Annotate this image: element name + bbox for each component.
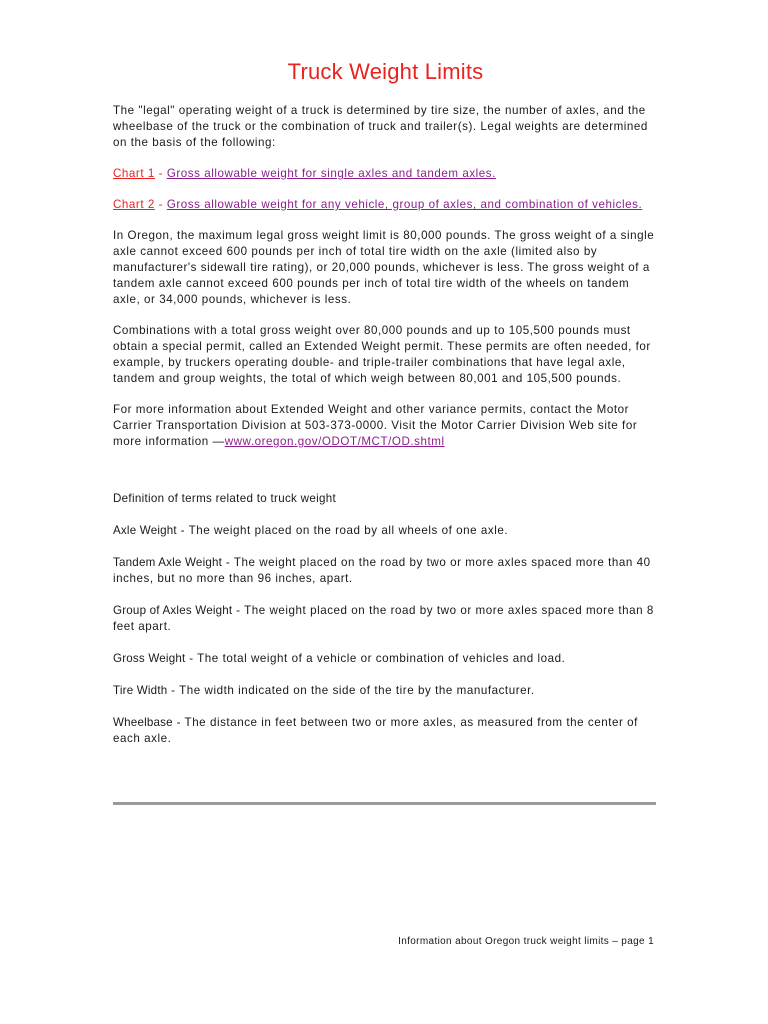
definition-group-of-axles-weight xyxy=(113,603,658,635)
chart-2-separator: - xyxy=(154,198,167,211)
term-definition: - The weight placed on the road by two or more axles spaced more than 40 inches, but no more than 96 inches, apart. xyxy=(113,556,651,585)
definition-axle-weight xyxy=(113,523,658,539)
chart-2-line xyxy=(113,197,658,213)
intro-paragraph: The "legal" operating weight of a truck is determined by tire size, the number of axles, and the wheelbase of the truck or the combination of truck and trailer(s). Legal weights are determined on the basis of the following: xyxy=(113,104,648,149)
chart-1-description-link[interactable]: Gross allowable weight for single axles and tandem axles. xyxy=(166,167,496,180)
horizontal-divider xyxy=(113,802,656,805)
term-label: Tire Width xyxy=(113,684,168,697)
term-label: Axle Weight xyxy=(113,524,177,537)
term-label: Wheelbase xyxy=(113,716,173,729)
chart-1-separator: - xyxy=(154,167,167,180)
chart-1-link[interactable]: Chart 1 xyxy=(113,167,155,180)
chart-1-line xyxy=(113,166,658,182)
oregon-limits-paragraph: In Oregon, the maximum legal gross weight limit is 80,000 pounds. The gross weight of a single axle cannot exceed 600 pounds per inch of total tire width on the axle (limited also by manufacturer's sidewall tire rating), or 20,000 pounds, whichever is less. The gross weight of a tandem axle cannot exceed 600 pounds per inch of total tire width of the wheels on tandem axle, or 34,000 pounds, whichever is less. xyxy=(113,229,655,306)
term-definition: - The weight placed on the road by all wheels of one axle. xyxy=(176,524,509,537)
definitions-heading: Definition of terms related to truck weight xyxy=(113,492,336,505)
term-definition: - The distance in feet between two or more axles, as measured from the center of each axle. xyxy=(113,716,638,745)
chart-2-link[interactable]: Chart 2 xyxy=(113,198,155,211)
term-label: Tandem Axle Weight xyxy=(113,556,223,569)
definition-tandem-axle-weight xyxy=(113,555,658,587)
term-label: Gross Weight xyxy=(113,652,186,665)
definition-gross-weight xyxy=(113,651,658,667)
odot-website-link[interactable]: www.oregon.gov/ODOT/MCT/OD.shtml xyxy=(224,435,445,448)
document-page xyxy=(113,58,658,763)
term-definition: - The width indicated on the side of the tire by the manufacturer. xyxy=(167,684,535,697)
combinations-paragraph: Combinations with a total gross weight over 80,000 pounds and up to 105,500 pounds must obtain a special permit, called an Extended Weight permit. These permits are often needed, for example, by truckers operating double- and triple-trailer combinations that have legal axle, tandem and group weights, the total of which weigh between 80,001 and 105,500 pounds. xyxy=(113,324,651,385)
more-info-text: For more information about Extended Weight and other variance permits, contact the Motor Carrier Transportation Division at 503-373-0000. Visit the Motor Carrier Division Web site for more information — xyxy=(113,403,638,448)
chart-2-description-link[interactable]: Gross allowable weight for any vehicle, group of axles, and combination of vehicles. xyxy=(166,198,643,211)
term-label: Group of Axles Weight xyxy=(113,604,233,617)
definition-wheelbase xyxy=(113,715,658,747)
term-definition: - The weight placed on the road by two or more axles spaced more than 8 feet apart. xyxy=(113,604,654,633)
page-footer: Information about Oregon truck weight limits – page 1 xyxy=(398,936,654,947)
term-definition: - The total weight of a vehicle or combination of vehicles and load. xyxy=(185,652,566,665)
page-title: Truck Weight Limits xyxy=(287,59,484,84)
more-info-paragraph xyxy=(113,402,658,450)
definition-tire-width xyxy=(113,683,658,699)
